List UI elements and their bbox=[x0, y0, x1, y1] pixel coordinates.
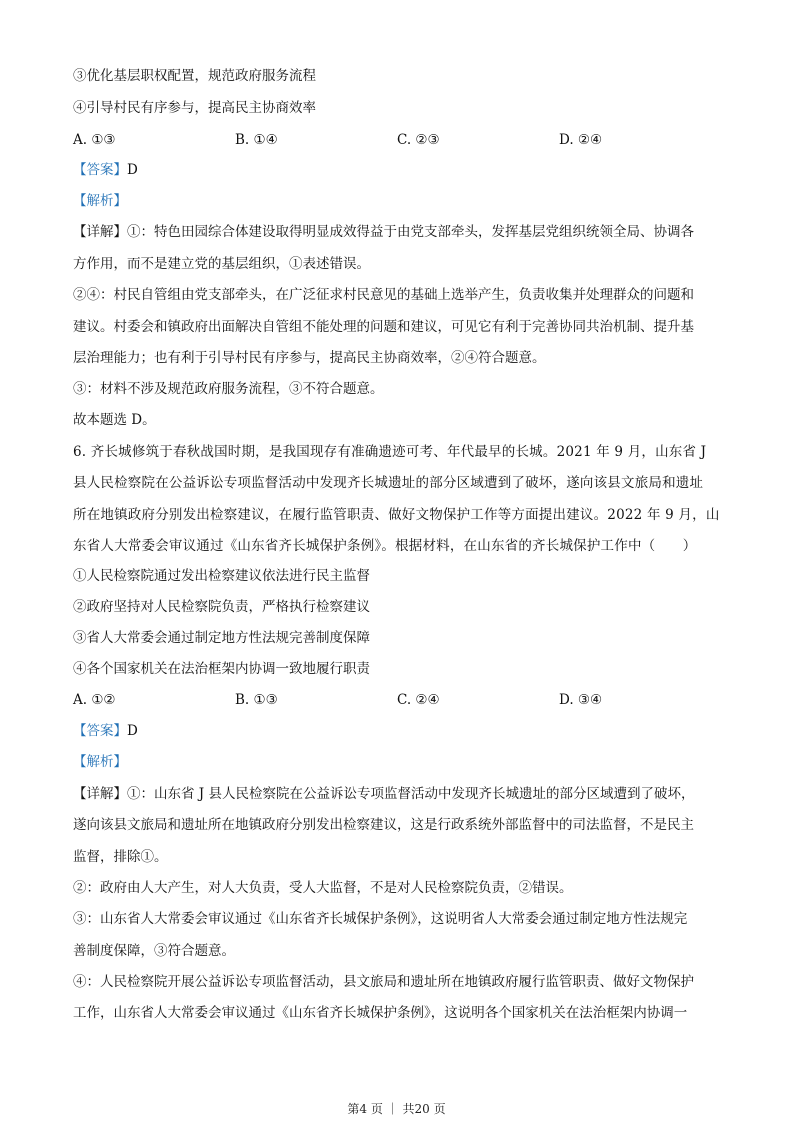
q5-detail-line-2: 方作用，而不是建立党的基层组织，①表述错误。 bbox=[73, 256, 370, 272]
q5-statement-4: ④引导村民有序参与，提高民主协商效率 bbox=[73, 100, 316, 116]
q6-detail-line-3: 监督，排除①。 bbox=[73, 849, 168, 865]
q6-detail-line-8: 工作，山东省人大常委会审议通过《山东省齐长城保护条例》，这说明各个国家机关在法治框架内协调一 bbox=[73, 1005, 688, 1021]
q5-option-c: C. ②③ bbox=[397, 132, 440, 148]
q5-detail-line-6: ③：材料不涉及规范政府服务流程，③不符合题意。 bbox=[73, 381, 384, 397]
q5-detail-line-5: 层治理能力；也有利于引导村民有序参与，提高民主协商效率，②④符合题意。 bbox=[73, 350, 546, 366]
analysis-tag: 【解析】 bbox=[73, 193, 127, 209]
q5-option-d: D. ②④ bbox=[559, 132, 603, 148]
q6-detail-line-6: 善制度保障，③符合题意。 bbox=[73, 943, 235, 959]
q6-option-c: C. ②④ bbox=[397, 692, 440, 708]
q6-detail-line-1 bbox=[73, 784, 721, 804]
q6-detail-line-7: ④：人民检察院开展公益诉讼专项监督活动，县文旅局和遗址所在地镇政府履行监管职责、做好文物保护 bbox=[73, 974, 694, 990]
q6-options bbox=[73, 690, 721, 710]
q5-detail-line-1 bbox=[73, 222, 721, 242]
detail-tag: 【详解】 bbox=[73, 786, 127, 802]
answer-tag: 【答案】 bbox=[73, 723, 127, 739]
q6-analysis bbox=[73, 752, 721, 772]
q6-stem-line-1: 6. 齐长城修筑于春秋战国时期，是我国现存有准确遗迹可考、年代最早的长城。2021 年 9 月，山东省 J bbox=[73, 444, 707, 460]
q5-option-b: B. ①④ bbox=[235, 132, 278, 148]
q6-statement-1: ①人民检察院通过发出检察建议依法进行民主监督 bbox=[73, 568, 370, 584]
q5-option-a: A. ①③ bbox=[73, 132, 116, 148]
q6-statement-2: ②政府坚持对人民检察院负责，严格执行检察建议 bbox=[73, 599, 370, 615]
q6-stem-line-4: 东省人大常委会审议通过《山东省齐长城保护条例》。根据材料，在山东省的齐长城保护工作中（ ） bbox=[73, 538, 697, 554]
detail-text: ①：山东省 J 县人民检察院在公益诉讼专项监督活动中发现齐长城遗址的部分区域遭到了破坏， bbox=[127, 786, 695, 802]
q6-statement-3: ③省人大常委会通过制定地方性法规完善制度保障 bbox=[73, 630, 370, 646]
q6-option-a: A. ①② bbox=[73, 692, 116, 708]
q5-options bbox=[73, 130, 721, 150]
analysis-tag: 【解析】 bbox=[73, 754, 127, 770]
q6-detail-line-4: ②：政府由人大产生，对人大负责，受人大监督，不是对人民检察院负责，②错误。 bbox=[73, 880, 573, 896]
q6-stem-line-2: 县人民检察院在公益诉讼专项监督活动中发现齐长城遗址的部分区域遭到了破坏，遂向该县文旅局和遗址 bbox=[73, 475, 704, 491]
detail-text: ①：特色田园综合体建设取得明显成效得益于由党支部牵头，发挥基层党组织统领全局、协调各 bbox=[127, 224, 694, 240]
q5-analysis bbox=[73, 191, 721, 211]
page-footer: 第4 页 ｜ 共20 页 bbox=[347, 1102, 446, 1116]
q5-conclusion: 故本题选 D。 bbox=[73, 412, 156, 428]
q6-option-d: D. ③④ bbox=[559, 692, 603, 708]
q6-option-b: B. ①③ bbox=[235, 692, 278, 708]
answer-value: D bbox=[127, 723, 138, 739]
q6-stem-line-3: 所在地镇政府分别发出检察建议，在履行监管职责、做好文物保护工作等方面提出建议。2022 年 9 月，山 bbox=[73, 507, 720, 523]
q5-statement-3: ③优化基层职权配置，规范政府服务流程 bbox=[73, 68, 316, 84]
q6-detail-line-5: ③：山东省人大常委会审议通过《山东省齐长城保护条例》，这说明省人大常委会通过制定地方性法规完 bbox=[73, 911, 688, 927]
answer-value: D bbox=[127, 162, 138, 178]
q5-detail-line-4: 建议。村委会和镇政府出面解决自管组不能处理的问题和建议，可见它有利于完善协同共治机制、提升基 bbox=[73, 319, 694, 335]
q6-answer bbox=[73, 721, 721, 741]
q6-statement-4: ④各个国家机关在法治框架内协调一致地履行职责 bbox=[73, 661, 370, 677]
q6-detail-line-2: 遂向该县文旅局和遗址所在地镇政府分别发出检察建议，这是行政系统外部监督中的司法监督，不是民主 bbox=[73, 817, 694, 833]
q5-answer bbox=[73, 160, 721, 180]
detail-tag: 【详解】 bbox=[73, 224, 127, 240]
answer-tag: 【答案】 bbox=[73, 162, 127, 178]
q5-detail-line-3: ②④：村民自管组由党支部牵头，在广泛征求村民意见的基础上选举产生，负责收集并处理群众的问题和 bbox=[73, 287, 694, 303]
